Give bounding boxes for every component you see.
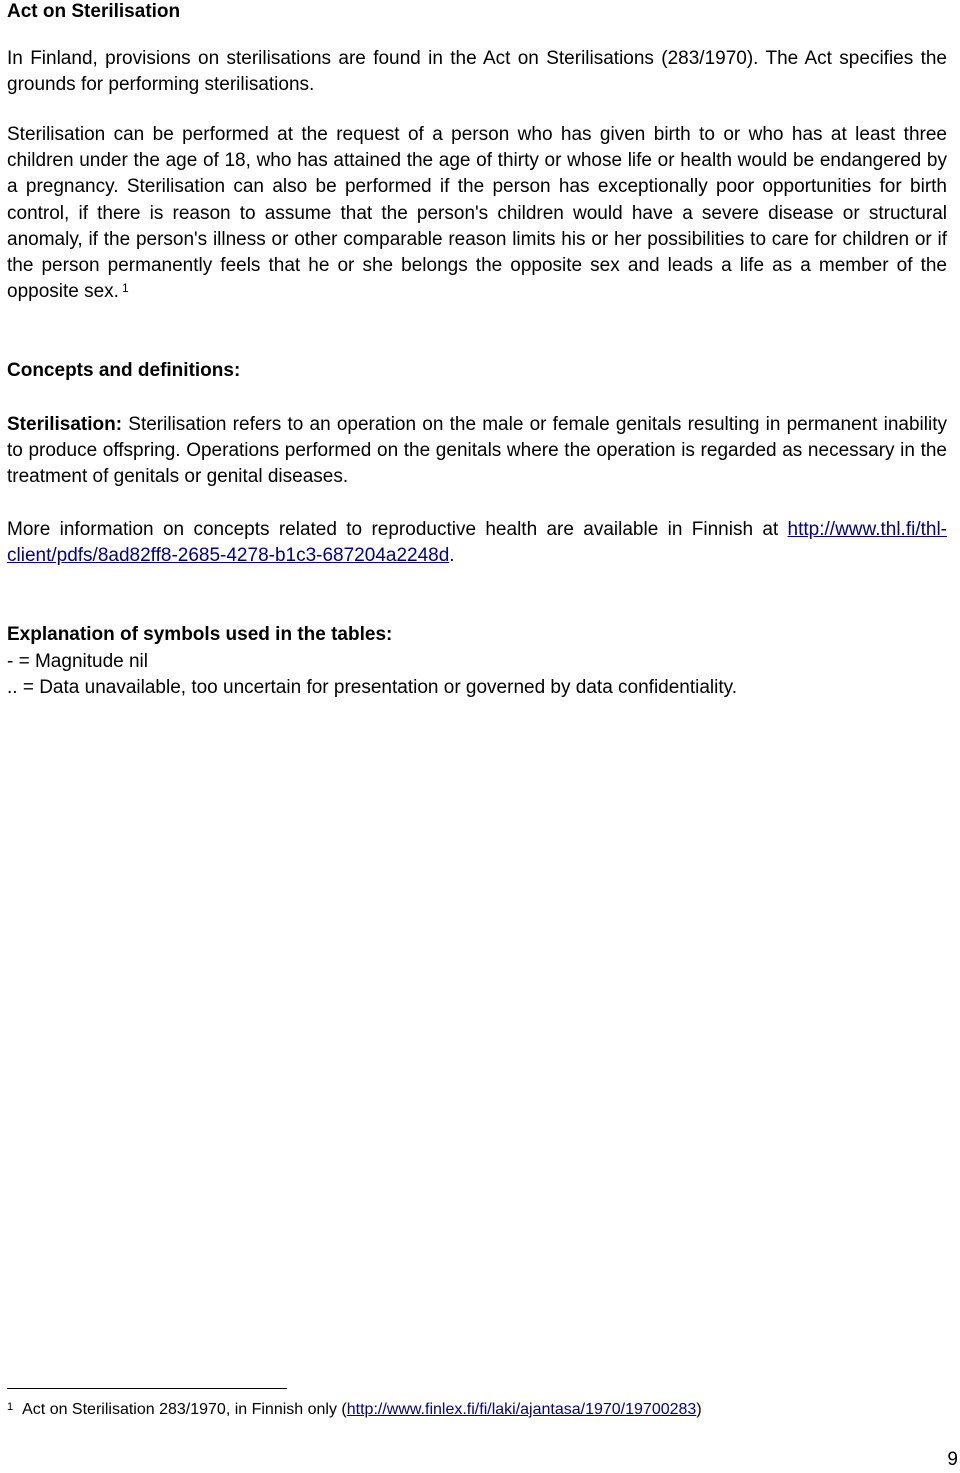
footnote-suffix: ): [696, 1401, 702, 1418]
page-title: Act on Sterilisation: [7, 1, 181, 22]
thl-link[interactable]: http://www.thl.fi/thl-client/pdfs/8ad82ff8-2685-4278-b1c3-687204a2248d: [7, 519, 947, 567]
grounds-text: Sterilisation can be performed at the request of a person who has given birth to or who has at least three children under the age of 18, who has attained the age of thirty or whose life or health would be endangered by a pregnancy. Sterilisation can also be performed if the person has exceptionally poor opportunities for birth control, if there is reason to assume that the person's children would have a severe disease or structural anomaly, if the person's illness or other comparable reason limits his or her possibilities to care for children or if the person permanently feels that he or she belongs the opposite sex and leads a life as a member of the opposite sex.: [7, 124, 947, 303]
footnote-text: Act on Sterilisation 283/1970, in Finnish only (: [22, 1401, 347, 1418]
page-number: 9: [947, 1449, 958, 1470]
symbol-explanation-unavailable: .. = Data unavailable, too uncertain for presentation or governed by data confidentiality.: [7, 677, 738, 698]
more-info-paragraph: [7, 517, 947, 569]
footnote-marker: 1: [7, 1401, 14, 1413]
footnote-divider: [7, 1388, 287, 1389]
intro-paragraph: In Finland, provisions on sterilisations are found in the Act on Sterilisations (283/1970). The Act specifies the grounds for performing sterilisations.: [7, 48, 947, 96]
concepts-heading: Concepts and definitions:: [7, 360, 241, 381]
footnote-reference[interactable]: 1: [121, 281, 129, 296]
definition-paragraph: [7, 412, 947, 491]
footnote: [7, 1398, 702, 1422]
definition-text: Sterilisation refers to an operation on the male or female genitals resulting in permanent inability to produce offspring. Operations performed on the genitals where the operation is regarded as necessary in the treatment of genitals or genital diseases.: [7, 414, 947, 488]
symbols-heading: Explanation of symbols used in the tables:: [7, 624, 393, 645]
more-info-suffix: .: [449, 545, 455, 567]
grounds-paragraph: [7, 122, 947, 305]
definition-term: Sterilisation:: [7, 414, 123, 435]
finlex-link[interactable]: http://www.finlex.fi/fi/laki/ajantasa/1970/19700283: [346, 1401, 697, 1418]
symbol-explanation-nil: - = Magnitude nil: [7, 651, 148, 672]
more-info-text: More information on concepts related to reproductive health are available in Finnish at: [7, 519, 788, 540]
